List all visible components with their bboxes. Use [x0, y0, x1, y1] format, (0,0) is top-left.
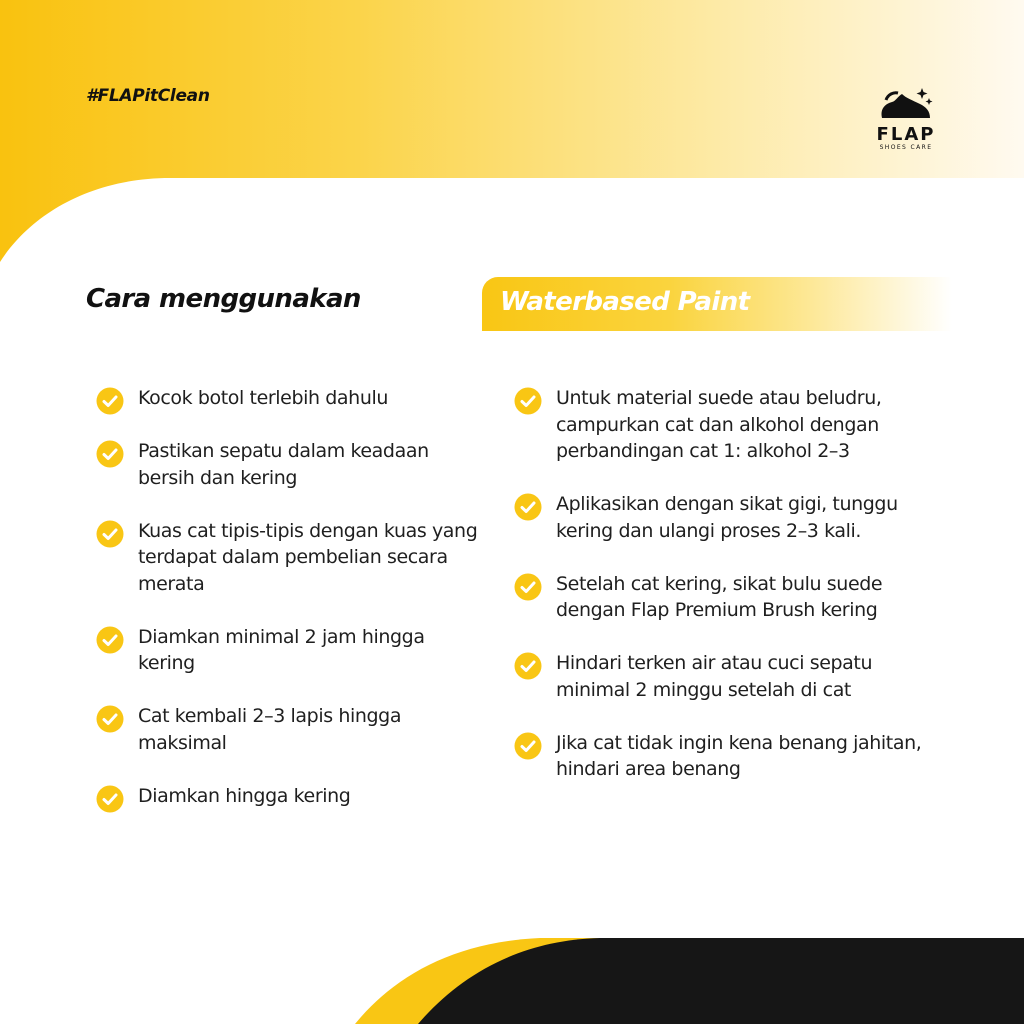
- check-circle-icon: [514, 732, 542, 760]
- product-pill-label: Waterbased Paint: [500, 287, 750, 317]
- logo-wordmark: FLAP: [876, 124, 936, 145]
- check-circle-icon: [514, 387, 542, 415]
- step-item: [96, 783, 486, 810]
- step-text: Aplikasikan dengan sikat gigi, tunggu kering dan ulangi proses 2–3 kali.: [556, 493, 898, 542]
- step-text: Setelah cat kering, sikat bulu suede dengan Flap Premium Brush kering: [556, 572, 883, 621]
- step-item: [514, 385, 934, 465]
- hashtag: #FLAPitClean: [86, 86, 210, 106]
- section-heading: Cara menggunakan: [86, 284, 361, 314]
- check-circle-icon: [96, 520, 124, 548]
- check-circle-icon: [514, 652, 542, 680]
- step-text: Jika cat tidak ingin kena benang jahitan, hindari area benang: [556, 731, 922, 780]
- check-circle-icon: [514, 493, 542, 521]
- step-item: [96, 438, 486, 491]
- step-text: Untuk material suede atau beludru, campurkan cat dan alkohol dengan perbandingan cat 1: alkohol 2–3: [556, 387, 882, 462]
- brand-logo: [866, 84, 946, 156]
- step-text: Diamkan minimal 2 jam hingga kering: [138, 625, 425, 674]
- check-circle-icon: [96, 387, 124, 415]
- right-steps-list: [514, 385, 934, 809]
- step-text: Pastikan sepatu dalam keadaan bersih dan kering: [138, 440, 429, 489]
- step-text: Cat kembali 2–3 lapis hingga maksimal: [138, 705, 402, 754]
- step-item: [96, 385, 486, 412]
- logo-tagline: SHOES CARE: [879, 144, 933, 151]
- step-text: Kocok botol terlebih dahulu: [138, 387, 388, 409]
- check-circle-icon: [96, 440, 124, 468]
- step-item: [514, 730, 934, 783]
- step-item: [96, 518, 486, 598]
- product-pill: [482, 277, 952, 331]
- check-circle-icon: [514, 573, 542, 601]
- step-item: [514, 650, 934, 703]
- step-item: [96, 624, 486, 677]
- sneaker-sparkle-icon: [876, 84, 936, 124]
- check-circle-icon: [96, 626, 124, 654]
- left-steps-list: [96, 385, 486, 836]
- check-circle-icon: [96, 785, 124, 813]
- check-circle-icon: [96, 705, 124, 733]
- step-text: Kuas cat tipis-tipis dengan kuas yang terdapat dalam pembelian secara merata: [138, 519, 478, 595]
- step-item: [514, 571, 934, 624]
- step-item: [514, 491, 934, 544]
- step-item: [96, 703, 486, 756]
- step-text: Hindari terken air atau cuci sepatu minimal 2 minggu setelah di cat: [556, 652, 873, 701]
- step-text: Diamkan hingga kering: [138, 784, 351, 807]
